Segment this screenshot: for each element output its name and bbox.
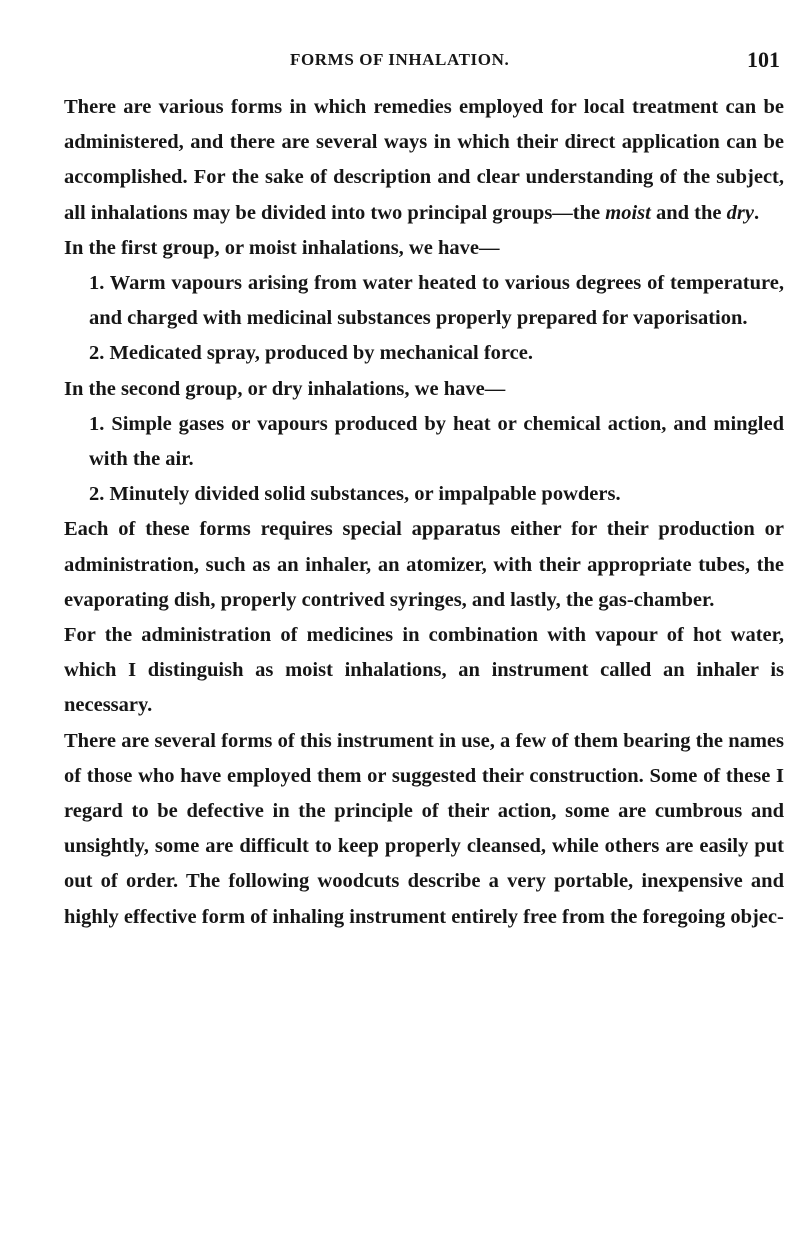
list-item: 2. Medicated spray, produced by mechanical force.	[89, 342, 533, 365]
running-head	[64, 40, 784, 90]
running-title: FORMS OF INHALATION.	[290, 50, 510, 69]
paragraph-moist-group: In the first group, or moist inhalations, we have—	[64, 236, 500, 259]
term-dry: dry	[726, 201, 754, 224]
term-moist: moist	[605, 201, 651, 224]
paragraph-apparatus: Each of these forms requires special apparatus either for their production or administration, such as an inhaler, an atomizer, with their appropriate tubes, the evaporating dish, properly contrived syringes, and lastly, the gas-chamber.	[64, 518, 784, 611]
paragraph-dry-group: In the second group, or dry inhalations, we have—	[64, 377, 506, 400]
intro-and: and the	[650, 201, 727, 224]
intro-text: There are various forms in which remedies employed for local treatment can be administered, and there are several ways in which their direct application can be accomplished. For the sake of description and clear understanding of the subject, all inhalations may be divided into two principal groups—the	[64, 96, 784, 224]
intro-end: .	[753, 201, 760, 224]
list-item: 2. Minutely divided solid substances, or impalpable powders.	[89, 483, 621, 506]
page-number: 101	[747, 47, 780, 72]
paragraph-inhaler: For the administration of medicines in combination with vapour of hot water, which I distinguish as moist inhalations, an instrument called an inhaler is necessary.	[64, 624, 784, 717]
list-item: 1. Warm vapours arising from water heated to various degrees of temperature, and charged with medicinal substances properly prepared for vaporisation.	[89, 272, 784, 330]
list-item: 1. Simple gases or vapours produced by heat or chemical action, and mingled with the air.	[89, 412, 784, 471]
paragraph-intro	[64, 90, 784, 231]
book-page	[64, 40, 784, 935]
paragraph-instrument-forms: There are several forms of this instrument in use, a few of them bearing the names of those who have employed them or suggested their construction. Some of these I regard to be defective in the principle of their action, some are cumbrous and unsightly, some are difficult to keep properly cleansed, while others are easily put out of order. The following woodcuts describe a very portable, inexpensive and highly effective form of inhaling instrument entirely free from the foregoing objec-	[64, 729, 784, 928]
